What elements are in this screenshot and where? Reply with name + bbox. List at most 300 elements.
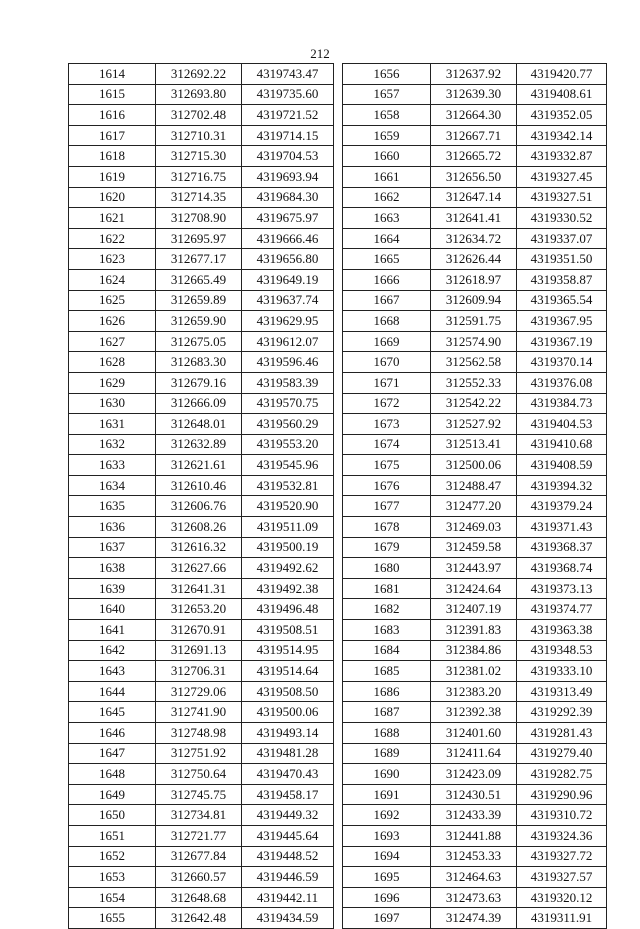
y-coordinate-cell: 4319492.38 <box>242 578 334 599</box>
y-coordinate-cell: 4319404.53 <box>517 414 607 435</box>
y-coordinate-cell: 4319292.39 <box>517 702 607 723</box>
y-coordinate-cell: 4319545.96 <box>242 455 334 476</box>
point-id-cell: 1651 <box>69 825 156 846</box>
y-coordinate-cell: 4319367.19 <box>517 331 607 352</box>
point-id-cell: 1623 <box>69 249 156 270</box>
table-row <box>343 331 607 352</box>
x-coordinate-cell: 312464.63 <box>431 867 517 888</box>
y-coordinate-cell: 4319365.54 <box>517 290 607 311</box>
point-id-cell: 1653 <box>69 867 156 888</box>
table-row <box>343 558 607 579</box>
y-coordinate-cell: 4319508.51 <box>242 620 334 641</box>
table-body-left <box>69 64 334 929</box>
table-row <box>343 290 607 311</box>
table-row <box>69 414 334 435</box>
point-id-cell: 1656 <box>343 64 431 85</box>
point-id-cell: 1619 <box>69 166 156 187</box>
x-coordinate-cell: 312702.48 <box>156 105 242 126</box>
x-coordinate-cell: 312641.41 <box>431 208 517 229</box>
table-row <box>343 414 607 435</box>
x-coordinate-cell: 312659.90 <box>156 311 242 332</box>
x-coordinate-cell: 312609.94 <box>431 290 517 311</box>
point-id-cell: 1616 <box>69 105 156 126</box>
x-coordinate-cell: 312513.41 <box>431 434 517 455</box>
y-coordinate-cell: 4319735.60 <box>242 84 334 105</box>
y-coordinate-cell: 4319373.13 <box>517 578 607 599</box>
table-row <box>69 681 334 702</box>
point-id-cell: 1632 <box>69 434 156 455</box>
y-coordinate-cell: 4319445.64 <box>242 825 334 846</box>
x-coordinate-cell: 312741.90 <box>156 702 242 723</box>
x-coordinate-cell: 312401.60 <box>431 723 517 744</box>
x-coordinate-cell: 312648.01 <box>156 414 242 435</box>
y-coordinate-cell: 4319508.50 <box>242 681 334 702</box>
point-id-cell: 1614 <box>69 64 156 85</box>
point-id-cell: 1693 <box>343 825 431 846</box>
x-coordinate-cell: 312641.31 <box>156 578 242 599</box>
table-row <box>69 867 334 888</box>
point-id-cell: 1631 <box>69 414 156 435</box>
table-row <box>69 84 334 105</box>
table-row <box>343 372 607 393</box>
point-id-cell: 1624 <box>69 269 156 290</box>
x-coordinate-cell: 312574.90 <box>431 331 517 352</box>
y-coordinate-cell: 4319666.46 <box>242 228 334 249</box>
x-coordinate-cell: 312693.80 <box>156 84 242 105</box>
point-id-cell: 1642 <box>69 640 156 661</box>
x-coordinate-cell: 312500.06 <box>431 455 517 476</box>
table-row <box>343 784 607 805</box>
table-row <box>69 228 334 249</box>
table-row <box>343 578 607 599</box>
y-coordinate-cell: 4319352.05 <box>517 105 607 126</box>
table-row <box>69 105 334 126</box>
point-id-cell: 1682 <box>343 599 431 620</box>
table-body-right <box>343 64 607 929</box>
point-id-cell: 1633 <box>69 455 156 476</box>
table-row <box>343 517 607 538</box>
x-coordinate-cell: 312729.06 <box>156 681 242 702</box>
x-coordinate-cell: 312542.22 <box>431 393 517 414</box>
y-coordinate-cell: 4319348.53 <box>517 640 607 661</box>
x-coordinate-cell: 312459.58 <box>431 537 517 558</box>
point-id-cell: 1668 <box>343 311 431 332</box>
y-coordinate-cell: 4319379.24 <box>517 496 607 517</box>
x-coordinate-cell: 312665.49 <box>156 269 242 290</box>
table-row <box>69 166 334 187</box>
x-coordinate-cell: 312748.98 <box>156 723 242 744</box>
y-coordinate-cell: 4319560.29 <box>242 414 334 435</box>
point-id-cell: 1652 <box>69 846 156 867</box>
x-coordinate-cell: 312384.86 <box>431 640 517 661</box>
y-coordinate-cell: 4319442.11 <box>242 887 334 908</box>
table-row <box>343 84 607 105</box>
y-coordinate-cell: 4319332.87 <box>517 146 607 167</box>
x-coordinate-cell: 312453.33 <box>431 846 517 867</box>
x-coordinate-cell: 312656.50 <box>431 166 517 187</box>
x-coordinate-cell: 312647.14 <box>431 187 517 208</box>
y-coordinate-cell: 4319493.14 <box>242 723 334 744</box>
x-coordinate-cell: 312383.20 <box>431 681 517 702</box>
y-coordinate-cell: 4319743.47 <box>242 64 334 85</box>
table-row <box>69 352 334 373</box>
point-id-cell: 1650 <box>69 805 156 826</box>
point-id-cell: 1649 <box>69 784 156 805</box>
point-id-cell: 1659 <box>343 125 431 146</box>
point-id-cell: 1639 <box>69 578 156 599</box>
x-coordinate-cell: 312677.84 <box>156 846 242 867</box>
point-id-cell: 1620 <box>69 187 156 208</box>
x-coordinate-cell: 312433.39 <box>431 805 517 826</box>
x-coordinate-cell: 312637.92 <box>431 64 517 85</box>
point-id-cell: 1688 <box>343 723 431 744</box>
point-id-cell: 1672 <box>343 393 431 414</box>
table-row <box>69 599 334 620</box>
y-coordinate-cell: 4319434.59 <box>242 908 334 929</box>
table-row <box>343 208 607 229</box>
point-id-cell: 1684 <box>343 640 431 661</box>
x-coordinate-cell: 312751.92 <box>156 743 242 764</box>
y-coordinate-cell: 4319649.19 <box>242 269 334 290</box>
x-coordinate-cell: 312639.30 <box>431 84 517 105</box>
y-coordinate-cell: 4319448.52 <box>242 846 334 867</box>
y-coordinate-cell: 4319368.74 <box>517 558 607 579</box>
point-id-cell: 1664 <box>343 228 431 249</box>
y-coordinate-cell: 4319333.10 <box>517 661 607 682</box>
table-row <box>69 578 334 599</box>
point-id-cell: 1690 <box>343 764 431 785</box>
point-id-cell: 1658 <box>343 105 431 126</box>
y-coordinate-cell: 4319327.51 <box>517 187 607 208</box>
point-id-cell: 1643 <box>69 661 156 682</box>
y-coordinate-cell: 4319520.90 <box>242 496 334 517</box>
point-id-cell: 1627 <box>69 331 156 352</box>
y-coordinate-cell: 4319514.64 <box>242 661 334 682</box>
x-coordinate-cell: 312634.72 <box>431 228 517 249</box>
table-row <box>343 393 607 414</box>
x-coordinate-cell: 312391.83 <box>431 620 517 641</box>
y-coordinate-cell: 4319721.52 <box>242 105 334 126</box>
point-id-cell: 1687 <box>343 702 431 723</box>
x-coordinate-cell: 312642.48 <box>156 908 242 929</box>
x-coordinate-cell: 312407.19 <box>431 599 517 620</box>
point-id-cell: 1695 <box>343 867 431 888</box>
table-row <box>69 558 334 579</box>
table-row <box>69 805 334 826</box>
x-coordinate-cell: 312621.61 <box>156 455 242 476</box>
point-id-cell: 1663 <box>343 208 431 229</box>
table-row <box>69 455 334 476</box>
table-row <box>69 702 334 723</box>
y-coordinate-cell: 4319374.77 <box>517 599 607 620</box>
y-coordinate-cell: 4319376.08 <box>517 372 607 393</box>
x-coordinate-cell: 312626.44 <box>431 249 517 270</box>
table-row <box>343 743 607 764</box>
x-coordinate-cell: 312706.31 <box>156 661 242 682</box>
table-row <box>343 166 607 187</box>
x-coordinate-cell: 312692.22 <box>156 64 242 85</box>
x-coordinate-cell: 312443.97 <box>431 558 517 579</box>
y-coordinate-cell: 4319281.43 <box>517 723 607 744</box>
point-id-cell: 1681 <box>343 578 431 599</box>
point-id-cell: 1686 <box>343 681 431 702</box>
x-coordinate-cell: 312381.02 <box>431 661 517 682</box>
x-coordinate-cell: 312653.20 <box>156 599 242 620</box>
y-coordinate-cell: 4319324.36 <box>517 825 607 846</box>
x-coordinate-cell: 312618.97 <box>431 269 517 290</box>
x-coordinate-cell: 312670.91 <box>156 620 242 641</box>
table-row <box>343 764 607 785</box>
x-coordinate-cell: 312691.13 <box>156 640 242 661</box>
point-id-cell: 1618 <box>69 146 156 167</box>
x-coordinate-cell: 312745.75 <box>156 784 242 805</box>
x-coordinate-cell: 312664.30 <box>431 105 517 126</box>
y-coordinate-cell: 4319282.75 <box>517 764 607 785</box>
x-coordinate-cell: 312392.38 <box>431 702 517 723</box>
y-coordinate-cell: 4319637.74 <box>242 290 334 311</box>
y-coordinate-cell: 4319313.49 <box>517 681 607 702</box>
x-coordinate-cell: 312469.03 <box>431 517 517 538</box>
table-row <box>69 723 334 744</box>
table-row <box>343 702 607 723</box>
point-id-cell: 1635 <box>69 496 156 517</box>
x-coordinate-cell: 312677.17 <box>156 249 242 270</box>
x-coordinate-cell: 312424.64 <box>431 578 517 599</box>
y-coordinate-cell: 4319408.59 <box>517 455 607 476</box>
table-row <box>69 764 334 785</box>
table-row <box>343 434 607 455</box>
x-coordinate-cell: 312632.89 <box>156 434 242 455</box>
table-row <box>69 311 334 332</box>
x-coordinate-cell: 312473.63 <box>431 887 517 908</box>
y-coordinate-cell: 4319342.14 <box>517 125 607 146</box>
y-coordinate-cell: 4319511.09 <box>242 517 334 538</box>
table-row <box>343 887 607 908</box>
table-row <box>343 352 607 373</box>
x-coordinate-cell: 312474.39 <box>431 908 517 929</box>
point-id-cell: 1638 <box>69 558 156 579</box>
x-coordinate-cell: 312710.31 <box>156 125 242 146</box>
table-row <box>69 537 334 558</box>
y-coordinate-cell: 4319367.95 <box>517 311 607 332</box>
point-id-cell: 1641 <box>69 620 156 641</box>
point-id-cell: 1615 <box>69 84 156 105</box>
y-coordinate-cell: 4319532.81 <box>242 475 334 496</box>
point-id-cell: 1694 <box>343 846 431 867</box>
x-coordinate-cell: 312665.72 <box>431 146 517 167</box>
y-coordinate-cell: 4319311.91 <box>517 908 607 929</box>
y-coordinate-cell: 4319583.39 <box>242 372 334 393</box>
y-coordinate-cell: 4319351.50 <box>517 249 607 270</box>
point-id-cell: 1676 <box>343 475 431 496</box>
point-id-cell: 1662 <box>343 187 431 208</box>
coordinates-table-right <box>342 63 607 929</box>
table-row <box>343 455 607 476</box>
x-coordinate-cell: 312667.71 <box>431 125 517 146</box>
table-row <box>69 372 334 393</box>
y-coordinate-cell: 4319290.96 <box>517 784 607 805</box>
point-id-cell: 1660 <box>343 146 431 167</box>
point-id-cell: 1625 <box>69 290 156 311</box>
point-id-cell: 1667 <box>343 290 431 311</box>
table-row <box>343 846 607 867</box>
x-coordinate-cell: 312660.57 <box>156 867 242 888</box>
y-coordinate-cell: 4319279.40 <box>517 743 607 764</box>
table-row <box>343 805 607 826</box>
y-coordinate-cell: 4319384.73 <box>517 393 607 414</box>
point-id-cell: 1636 <box>69 517 156 538</box>
y-coordinate-cell: 4319496.48 <box>242 599 334 620</box>
x-coordinate-cell: 312715.30 <box>156 146 242 167</box>
point-id-cell: 1679 <box>343 537 431 558</box>
table-row <box>69 434 334 455</box>
y-coordinate-cell: 4319675.97 <box>242 208 334 229</box>
point-id-cell: 1675 <box>343 455 431 476</box>
point-id-cell: 1617 <box>69 125 156 146</box>
table-row <box>69 187 334 208</box>
point-id-cell: 1630 <box>69 393 156 414</box>
table-row <box>343 496 607 517</box>
table-row <box>69 640 334 661</box>
x-coordinate-cell: 312430.51 <box>431 784 517 805</box>
point-id-cell: 1696 <box>343 887 431 908</box>
point-id-cell: 1640 <box>69 599 156 620</box>
x-coordinate-cell: 312606.76 <box>156 496 242 517</box>
page-number: 212 <box>310 46 330 61</box>
y-coordinate-cell: 4319470.43 <box>242 764 334 785</box>
point-id-cell: 1691 <box>343 784 431 805</box>
x-coordinate-cell: 312695.97 <box>156 228 242 249</box>
y-coordinate-cell: 4319327.57 <box>517 867 607 888</box>
table-row <box>343 908 607 929</box>
table-row <box>69 331 334 352</box>
y-coordinate-cell: 4319656.80 <box>242 249 334 270</box>
x-coordinate-cell: 312562.58 <box>431 352 517 373</box>
table-row <box>69 496 334 517</box>
table-row <box>69 887 334 908</box>
y-coordinate-cell: 4319612.07 <box>242 331 334 352</box>
table-row <box>69 620 334 641</box>
y-coordinate-cell: 4319553.20 <box>242 434 334 455</box>
table-row <box>343 475 607 496</box>
table-row <box>343 681 607 702</box>
table-row <box>343 311 607 332</box>
point-id-cell: 1655 <box>69 908 156 929</box>
y-coordinate-cell: 4319570.75 <box>242 393 334 414</box>
x-coordinate-cell: 312411.64 <box>431 743 517 764</box>
y-coordinate-cell: 4319394.32 <box>517 475 607 496</box>
y-coordinate-cell: 4319327.45 <box>517 166 607 187</box>
y-coordinate-cell: 4319337.07 <box>517 228 607 249</box>
table-row <box>343 146 607 167</box>
y-coordinate-cell: 4319408.61 <box>517 84 607 105</box>
point-id-cell: 1665 <box>343 249 431 270</box>
table-row <box>343 723 607 744</box>
point-id-cell: 1680 <box>343 558 431 579</box>
y-coordinate-cell: 4319371.43 <box>517 517 607 538</box>
y-coordinate-cell: 4319629.95 <box>242 311 334 332</box>
point-id-cell: 1626 <box>69 311 156 332</box>
point-id-cell: 1645 <box>69 702 156 723</box>
x-coordinate-cell: 312714.35 <box>156 187 242 208</box>
x-coordinate-cell: 312734.81 <box>156 805 242 826</box>
y-coordinate-cell: 4319596.46 <box>242 352 334 373</box>
table-row <box>343 105 607 126</box>
point-id-cell: 1669 <box>343 331 431 352</box>
x-coordinate-cell: 312648.68 <box>156 887 242 908</box>
y-coordinate-cell: 4319714.15 <box>242 125 334 146</box>
table-row <box>343 228 607 249</box>
table-row <box>69 743 334 764</box>
table-row <box>69 249 334 270</box>
y-coordinate-cell: 4319368.37 <box>517 537 607 558</box>
y-coordinate-cell: 4319449.32 <box>242 805 334 826</box>
point-id-cell: 1692 <box>343 805 431 826</box>
table-row <box>69 908 334 929</box>
y-coordinate-cell: 4319320.12 <box>517 887 607 908</box>
x-coordinate-cell: 312683.30 <box>156 352 242 373</box>
x-coordinate-cell: 312659.89 <box>156 290 242 311</box>
table-row <box>69 125 334 146</box>
point-id-cell: 1683 <box>343 620 431 641</box>
x-coordinate-cell: 312488.47 <box>431 475 517 496</box>
point-id-cell: 1654 <box>69 887 156 908</box>
x-coordinate-cell: 312679.16 <box>156 372 242 393</box>
table-row <box>69 517 334 538</box>
x-coordinate-cell: 312441.88 <box>431 825 517 846</box>
table-row <box>69 393 334 414</box>
point-id-cell: 1634 <box>69 475 156 496</box>
table-row <box>69 825 334 846</box>
point-id-cell: 1628 <box>69 352 156 373</box>
y-coordinate-cell: 4319693.94 <box>242 166 334 187</box>
x-coordinate-cell: 312750.64 <box>156 764 242 785</box>
point-id-cell: 1622 <box>69 228 156 249</box>
y-coordinate-cell: 4319500.06 <box>242 702 334 723</box>
point-id-cell: 1644 <box>69 681 156 702</box>
table-row <box>343 537 607 558</box>
point-id-cell: 1648 <box>69 764 156 785</box>
table-row <box>343 187 607 208</box>
table-row <box>343 640 607 661</box>
point-id-cell: 1673 <box>343 414 431 435</box>
y-coordinate-cell: 4319420.77 <box>517 64 607 85</box>
point-id-cell: 1677 <box>343 496 431 517</box>
y-coordinate-cell: 4319446.59 <box>242 867 334 888</box>
x-coordinate-cell: 312608.26 <box>156 517 242 538</box>
y-coordinate-cell: 4319684.30 <box>242 187 334 208</box>
point-id-cell: 1666 <box>343 269 431 290</box>
y-coordinate-cell: 4319514.95 <box>242 640 334 661</box>
table-row <box>343 269 607 290</box>
x-coordinate-cell: 312552.33 <box>431 372 517 393</box>
point-id-cell: 1657 <box>343 84 431 105</box>
y-coordinate-cell: 4319370.14 <box>517 352 607 373</box>
table-row <box>343 64 607 85</box>
y-coordinate-cell: 4319492.62 <box>242 558 334 579</box>
table-row <box>343 599 607 620</box>
table-row <box>343 867 607 888</box>
x-coordinate-cell: 312616.32 <box>156 537 242 558</box>
table-row <box>69 290 334 311</box>
y-coordinate-cell: 4319481.28 <box>242 743 334 764</box>
point-id-cell: 1646 <box>69 723 156 744</box>
point-id-cell: 1678 <box>343 517 431 538</box>
x-coordinate-cell: 312610.46 <box>156 475 242 496</box>
x-coordinate-cell: 312721.77 <box>156 825 242 846</box>
table-row <box>69 208 334 229</box>
point-id-cell: 1689 <box>343 743 431 764</box>
